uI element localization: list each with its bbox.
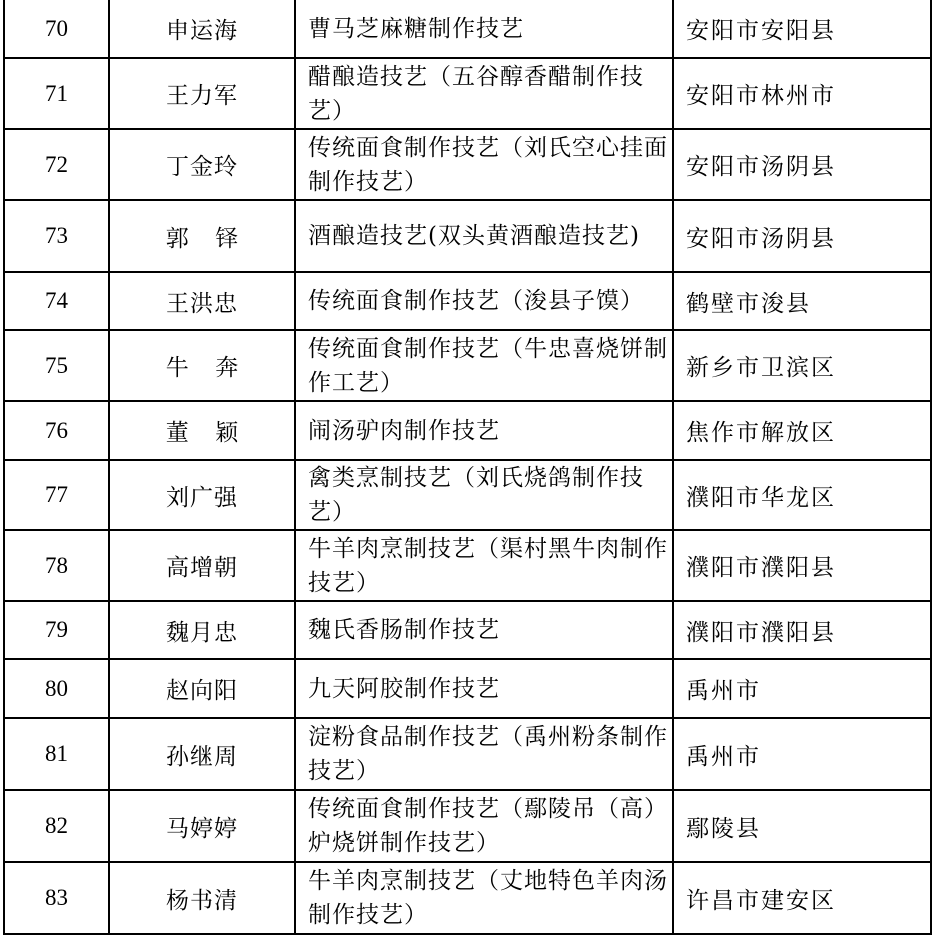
row-number: 72 xyxy=(4,129,109,200)
inheritor-name: 杨书清 xyxy=(109,862,295,934)
project-name: 传统面食制作技艺（鄢陵吊（高）炉烧饼制作技艺） xyxy=(295,790,673,862)
inheritor-name: 魏月忠 xyxy=(109,601,295,659)
table-row xyxy=(4,862,931,934)
table-row xyxy=(4,659,931,718)
table-row xyxy=(4,460,931,530)
region: 新乡市卫滨区 xyxy=(673,330,931,401)
row-number: 73 xyxy=(4,200,109,272)
region: 安阳市汤阴县 xyxy=(673,129,931,200)
project-name: 牛羊肉烹制技艺（丈地特色羊肉汤制作技艺） xyxy=(295,862,673,934)
region: 安阳市安阳县 xyxy=(673,0,931,58)
table-row xyxy=(4,601,931,659)
table-body xyxy=(4,0,931,934)
row-number: 71 xyxy=(4,58,109,129)
row-number: 75 xyxy=(4,330,109,401)
inheritor-name: 牛奔 xyxy=(109,330,295,401)
inheritor-name: 孙继周 xyxy=(109,718,295,790)
project-name: 酒酿造技艺(双头黄酒酿造技艺) xyxy=(295,200,673,272)
project-name: 闹汤驴肉制作技艺 xyxy=(295,401,673,460)
heritage-inheritors-table xyxy=(3,0,932,935)
row-number: 81 xyxy=(4,718,109,790)
region: 安阳市林州市 xyxy=(673,58,931,129)
inheritor-name: 刘广强 xyxy=(109,460,295,530)
row-number: 82 xyxy=(4,790,109,862)
table-row xyxy=(4,530,931,601)
region: 濮阳市濮阳县 xyxy=(673,601,931,659)
region: 濮阳市濮阳县 xyxy=(673,530,931,601)
inheritor-name: 董颖 xyxy=(109,401,295,460)
inheritor-name: 申运海 xyxy=(109,0,295,58)
region: 安阳市汤阴县 xyxy=(673,200,931,272)
inheritor-name: 丁金玲 xyxy=(109,129,295,200)
project-name: 禽类烹制技艺（刘氏烧鸽制作技艺） xyxy=(295,460,673,530)
project-name: 淀粉食品制作技艺（禹州粉条制作技艺） xyxy=(295,718,673,790)
row-number: 83 xyxy=(4,862,109,934)
project-name: 牛羊肉烹制技艺（渠村黑牛肉制作技艺） xyxy=(295,530,673,601)
table-row xyxy=(4,129,931,200)
project-name: 九天阿胶制作技艺 xyxy=(295,659,673,718)
table-row xyxy=(4,401,931,460)
region: 禹州市 xyxy=(673,718,931,790)
table-row xyxy=(4,330,931,401)
project-name: 醋酿造技艺（五谷醇香醋制作技艺） xyxy=(295,58,673,129)
row-number: 80 xyxy=(4,659,109,718)
table-row xyxy=(4,718,931,790)
inheritor-name: 高增朝 xyxy=(109,530,295,601)
row-number: 78 xyxy=(4,530,109,601)
region: 许昌市建安区 xyxy=(673,862,931,934)
region: 鄢陵县 xyxy=(673,790,931,862)
region: 禹州市 xyxy=(673,659,931,718)
project-name: 魏氏香肠制作技艺 xyxy=(295,601,673,659)
project-name: 曹马芝麻糖制作技艺 xyxy=(295,0,673,58)
region: 濮阳市华龙区 xyxy=(673,460,931,530)
project-name: 传统面食制作技艺（刘氏空心挂面制作技艺） xyxy=(295,129,673,200)
inheritor-name: 王力军 xyxy=(109,58,295,129)
row-number: 77 xyxy=(4,460,109,530)
project-name: 传统面食制作技艺（牛忠喜烧饼制作工艺） xyxy=(295,330,673,401)
row-number: 76 xyxy=(4,401,109,460)
table-row xyxy=(4,58,931,129)
region: 鹤壁市浚县 xyxy=(673,272,931,330)
row-number: 74 xyxy=(4,272,109,330)
inheritor-name: 王洪忠 xyxy=(109,272,295,330)
row-number: 79 xyxy=(4,601,109,659)
region: 焦作市解放区 xyxy=(673,401,931,460)
table-row xyxy=(4,272,931,330)
project-name: 传统面食制作技艺（浚县子馍） xyxy=(295,272,673,330)
table-row xyxy=(4,790,931,862)
inheritor-name: 赵向阳 xyxy=(109,659,295,718)
table-row xyxy=(4,200,931,272)
inheritor-name: 马婷婷 xyxy=(109,790,295,862)
table-row xyxy=(4,0,931,58)
row-number: 70 xyxy=(4,0,109,58)
inheritor-name: 郭铎 xyxy=(109,200,295,272)
